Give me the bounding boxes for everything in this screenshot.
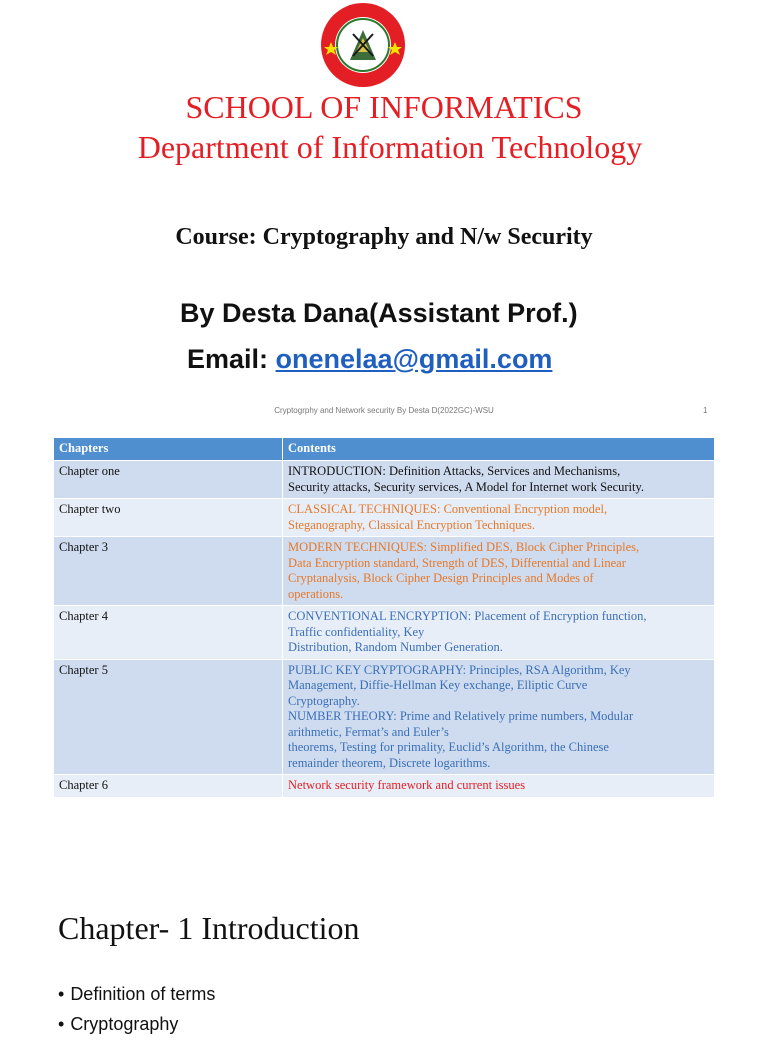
contents-line: CLASSICAL TECHNIQUES: Conventional Encryption model, xyxy=(288,502,608,516)
table-header-row xyxy=(54,438,715,461)
list-item: • Definition of terms xyxy=(58,984,215,1014)
title-slide xyxy=(0,0,768,430)
author-line: By Desta Dana(Assistant Prof.) xyxy=(180,298,578,328)
contents-line: MODERN TECHNIQUES: Simplified DES, Block Cipher Principles, xyxy=(288,540,640,554)
contents-line: Traffic confidentiality, Key xyxy=(288,624,425,639)
contents-cell xyxy=(283,537,715,606)
chapter-cell: Chapter 6 xyxy=(54,775,283,798)
chapter-cell: Chapter one xyxy=(54,461,283,499)
contents-line: Cryptography. xyxy=(288,693,360,708)
table-row xyxy=(54,537,715,606)
contents-line: CONVENTIONAL ENCRYPTION: Placement of Encryption function, xyxy=(288,609,647,623)
chapter-cell: Chapter 5 xyxy=(54,659,283,775)
email-label: Email: xyxy=(187,344,276,374)
chapters-table xyxy=(53,437,715,798)
contents-line: remainder theorem, Discrete logarithms. xyxy=(288,755,491,770)
contents-line: Management, Diffie-Hellman Key exchange, Elliptic Curve xyxy=(288,678,588,692)
contents-line: Network security framework and current issues xyxy=(288,778,526,792)
contents-line: arithmetic, Fermat’s and Euler’s xyxy=(288,724,449,739)
contents-cell xyxy=(283,499,715,537)
department-title: Department of Information Technology xyxy=(137,129,643,165)
contents-cell xyxy=(283,606,715,660)
page-number: 1 xyxy=(703,406,708,415)
table-row xyxy=(54,461,715,499)
contents-line: operations. xyxy=(288,586,344,601)
contents-line: Distribution, Random Number Generation. xyxy=(288,640,503,654)
chapter-cell: Chapter 3 xyxy=(54,537,283,606)
contents-cell xyxy=(283,461,715,499)
table-row xyxy=(54,606,715,660)
chapter-cell: Chapter 4 xyxy=(54,606,283,660)
header-contents: Contents xyxy=(283,438,715,461)
contents-line: INTRODUCTION: Definition Attacks, Services and Mechanisms, xyxy=(288,464,621,478)
school-title: SCHOOL OF INFORMATICS xyxy=(185,89,583,125)
contents-cell xyxy=(283,775,715,798)
table-row xyxy=(54,499,715,537)
email-link[interactable]: onenelaa@gmail.com xyxy=(275,344,553,374)
course-title: Course: Cryptography and N/w Security xyxy=(175,224,593,250)
contents-line: NUMBER THEORY: Prime and Relatively prime numbers, Modular xyxy=(288,709,634,723)
contents-line: Cryptanalysis, Block Cipher Design Principles and Modes of xyxy=(288,571,594,585)
bullet-list xyxy=(58,984,215,1044)
contents-line: Security attacks, Security services, A Model for Internet work Security. xyxy=(288,479,645,494)
slide-footer: Cryptogrphy and Network security By Desta D(2022GC)-WSU xyxy=(274,406,494,415)
contents-line: Steganography, Classical Encryption Techniques. xyxy=(288,517,535,532)
header-chapters: Chapters xyxy=(54,438,283,461)
chapter-heading: Chapter- 1 Introduction xyxy=(58,910,360,946)
contents-line: theorems, Testing for primality, Euclid’s Algorithm, the Chinese xyxy=(288,740,609,754)
list-item: • Cryptography xyxy=(58,1014,215,1044)
email-line xyxy=(187,344,552,375)
chapter-cell: Chapter two xyxy=(54,499,283,537)
contents-line: Data Encryption standard, Strength of DES, Differential and Linear xyxy=(288,555,626,570)
university-seal-icon xyxy=(320,2,406,88)
table-row xyxy=(54,659,715,775)
table-row xyxy=(54,775,715,798)
contents-cell xyxy=(283,659,715,775)
contents-line: PUBLIC KEY CRYPTOGRAPHY: Principles, RSA Algorithm, Key xyxy=(288,662,631,677)
